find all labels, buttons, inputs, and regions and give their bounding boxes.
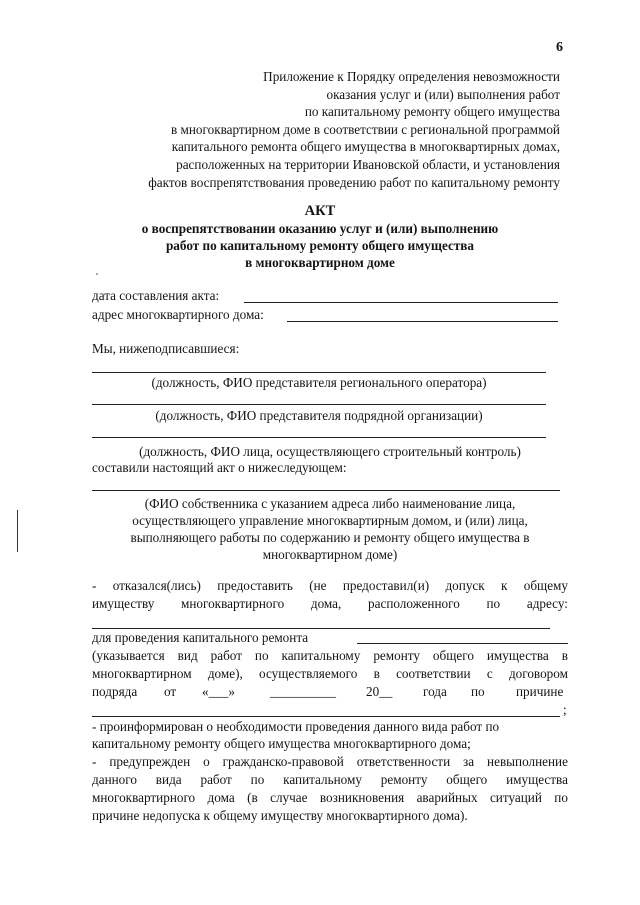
contractor-caption: (должность, ФИО представителя подрядной организации) (155, 408, 483, 423)
contract-reason: причине (516, 684, 564, 699)
act-subtitle-line: работ по капитальному ремонту общего имущества (165, 238, 475, 253)
regional-operator-line[interactable] (92, 372, 546, 373)
appendix-header (90, 68, 560, 191)
contract-year-word: года (423, 684, 447, 699)
appendix-line: расположенных на территории Ивановской области, и установления (176, 156, 560, 172)
owner-line[interactable] (92, 490, 560, 491)
act-subtitle-line: о воспрепятствовании оказанию услуг и (или) выполнению (141, 221, 499, 236)
appendix-line: оказания услуг и (или) выполнения работ (326, 86, 560, 102)
reason-line[interactable] (92, 716, 560, 717)
refused-line-1: - отказался(лись) предоставить (не предоставил(и) допуск к общему (92, 578, 568, 593)
indicate-line-2: многоквартирном доме), осуществляемого в соответствии с договором (92, 666, 568, 681)
contract-day-field[interactable]: «___» (202, 684, 235, 699)
contract-year-field[interactable]: 20__ (366, 684, 393, 699)
margin-mark (17, 510, 18, 552)
owner-caption-line: выполняющего работы по содержанию и ремонту общего имущества в (130, 530, 530, 545)
date-field-line[interactable] (244, 302, 558, 303)
refused-line-2: имуществу многоквартирного дома, расположенного по адресу: (92, 596, 568, 611)
page-number: 6 (556, 40, 563, 55)
owner-caption-line: осуществляющего управление многоквартирным домом, и (или) лица, (132, 513, 528, 528)
repair-type-line[interactable] (357, 643, 568, 644)
address-field-line[interactable] (287, 321, 558, 322)
warned-line-3: многоквартирного дома (в случае возникновения аварийных ситуаций по (92, 790, 568, 805)
address-label: адрес многоквартирного дома: (92, 307, 264, 322)
contractor-line[interactable] (92, 404, 546, 405)
contract-from: от (164, 684, 177, 699)
appendix-line: по капитальному ремонту общего имущества (304, 104, 560, 120)
control-line[interactable] (92, 437, 546, 438)
contract-month-field[interactable]: __________ (270, 684, 336, 699)
owner-caption-line: (ФИО собственника с указанием адреса либо наименование лица, (144, 496, 516, 511)
appendix-line: капитального ремонта общего имущества в многоквартирных домах, (171, 139, 560, 155)
indicate-line-1: (указывается вид работ по капитальному ремонту общего имущества в (92, 648, 568, 663)
act-subtitle-line: в многоквартирном доме (245, 255, 395, 270)
regional-operator-caption: (должность, ФИО представителя регионального оператора) (151, 375, 487, 390)
owner-caption-line: многоквартирном доме) (262, 547, 398, 562)
contract-word: подряда (92, 684, 138, 699)
appendix-line: Приложение к Порядку определения невозможности (263, 69, 560, 84)
for-repair-label: для проведения капитального ремонта (92, 630, 309, 645)
informed-paragraph (92, 718, 572, 752)
control-caption: (должность, ФИО лица, осуществляющего строительный контроль) (139, 444, 521, 459)
warned-line-1: - предупрежден о гражданско-правовой ответственности за невыполнение (92, 754, 568, 769)
act-subtitle (70, 220, 570, 271)
object-address-line[interactable] (92, 628, 550, 629)
warned-line-2: данного вида работ по капитальному ремонту общего имущества (92, 772, 568, 787)
informed-line: - проинформирован о необходимости проведения данного вида работ по (92, 719, 500, 734)
undersigned-label: Мы, нижеподписавшиеся: (92, 341, 240, 356)
warned-line-4: причине недопуска к общему имуществу многоквартирного дома). (92, 808, 468, 823)
owner-caption (92, 495, 568, 563)
appendix-line: фактов воспрепятствования проведению работ по капитальному ремонту (148, 174, 560, 190)
composed-label: составили настоящий акт о нижеследующем: (92, 460, 347, 475)
scan-speck (96, 273, 98, 275)
contract-by: по (471, 684, 485, 699)
act-title: АКТ (304, 203, 336, 219)
reason-semicolon: ; (563, 702, 567, 717)
appendix-line: в многоквартирном доме в соответствии с региональной программой (171, 121, 560, 137)
informed-line: капитальному ремонту общего имущества многоквартирного дома; (92, 736, 471, 751)
date-label: дата составления акта: (92, 288, 220, 303)
